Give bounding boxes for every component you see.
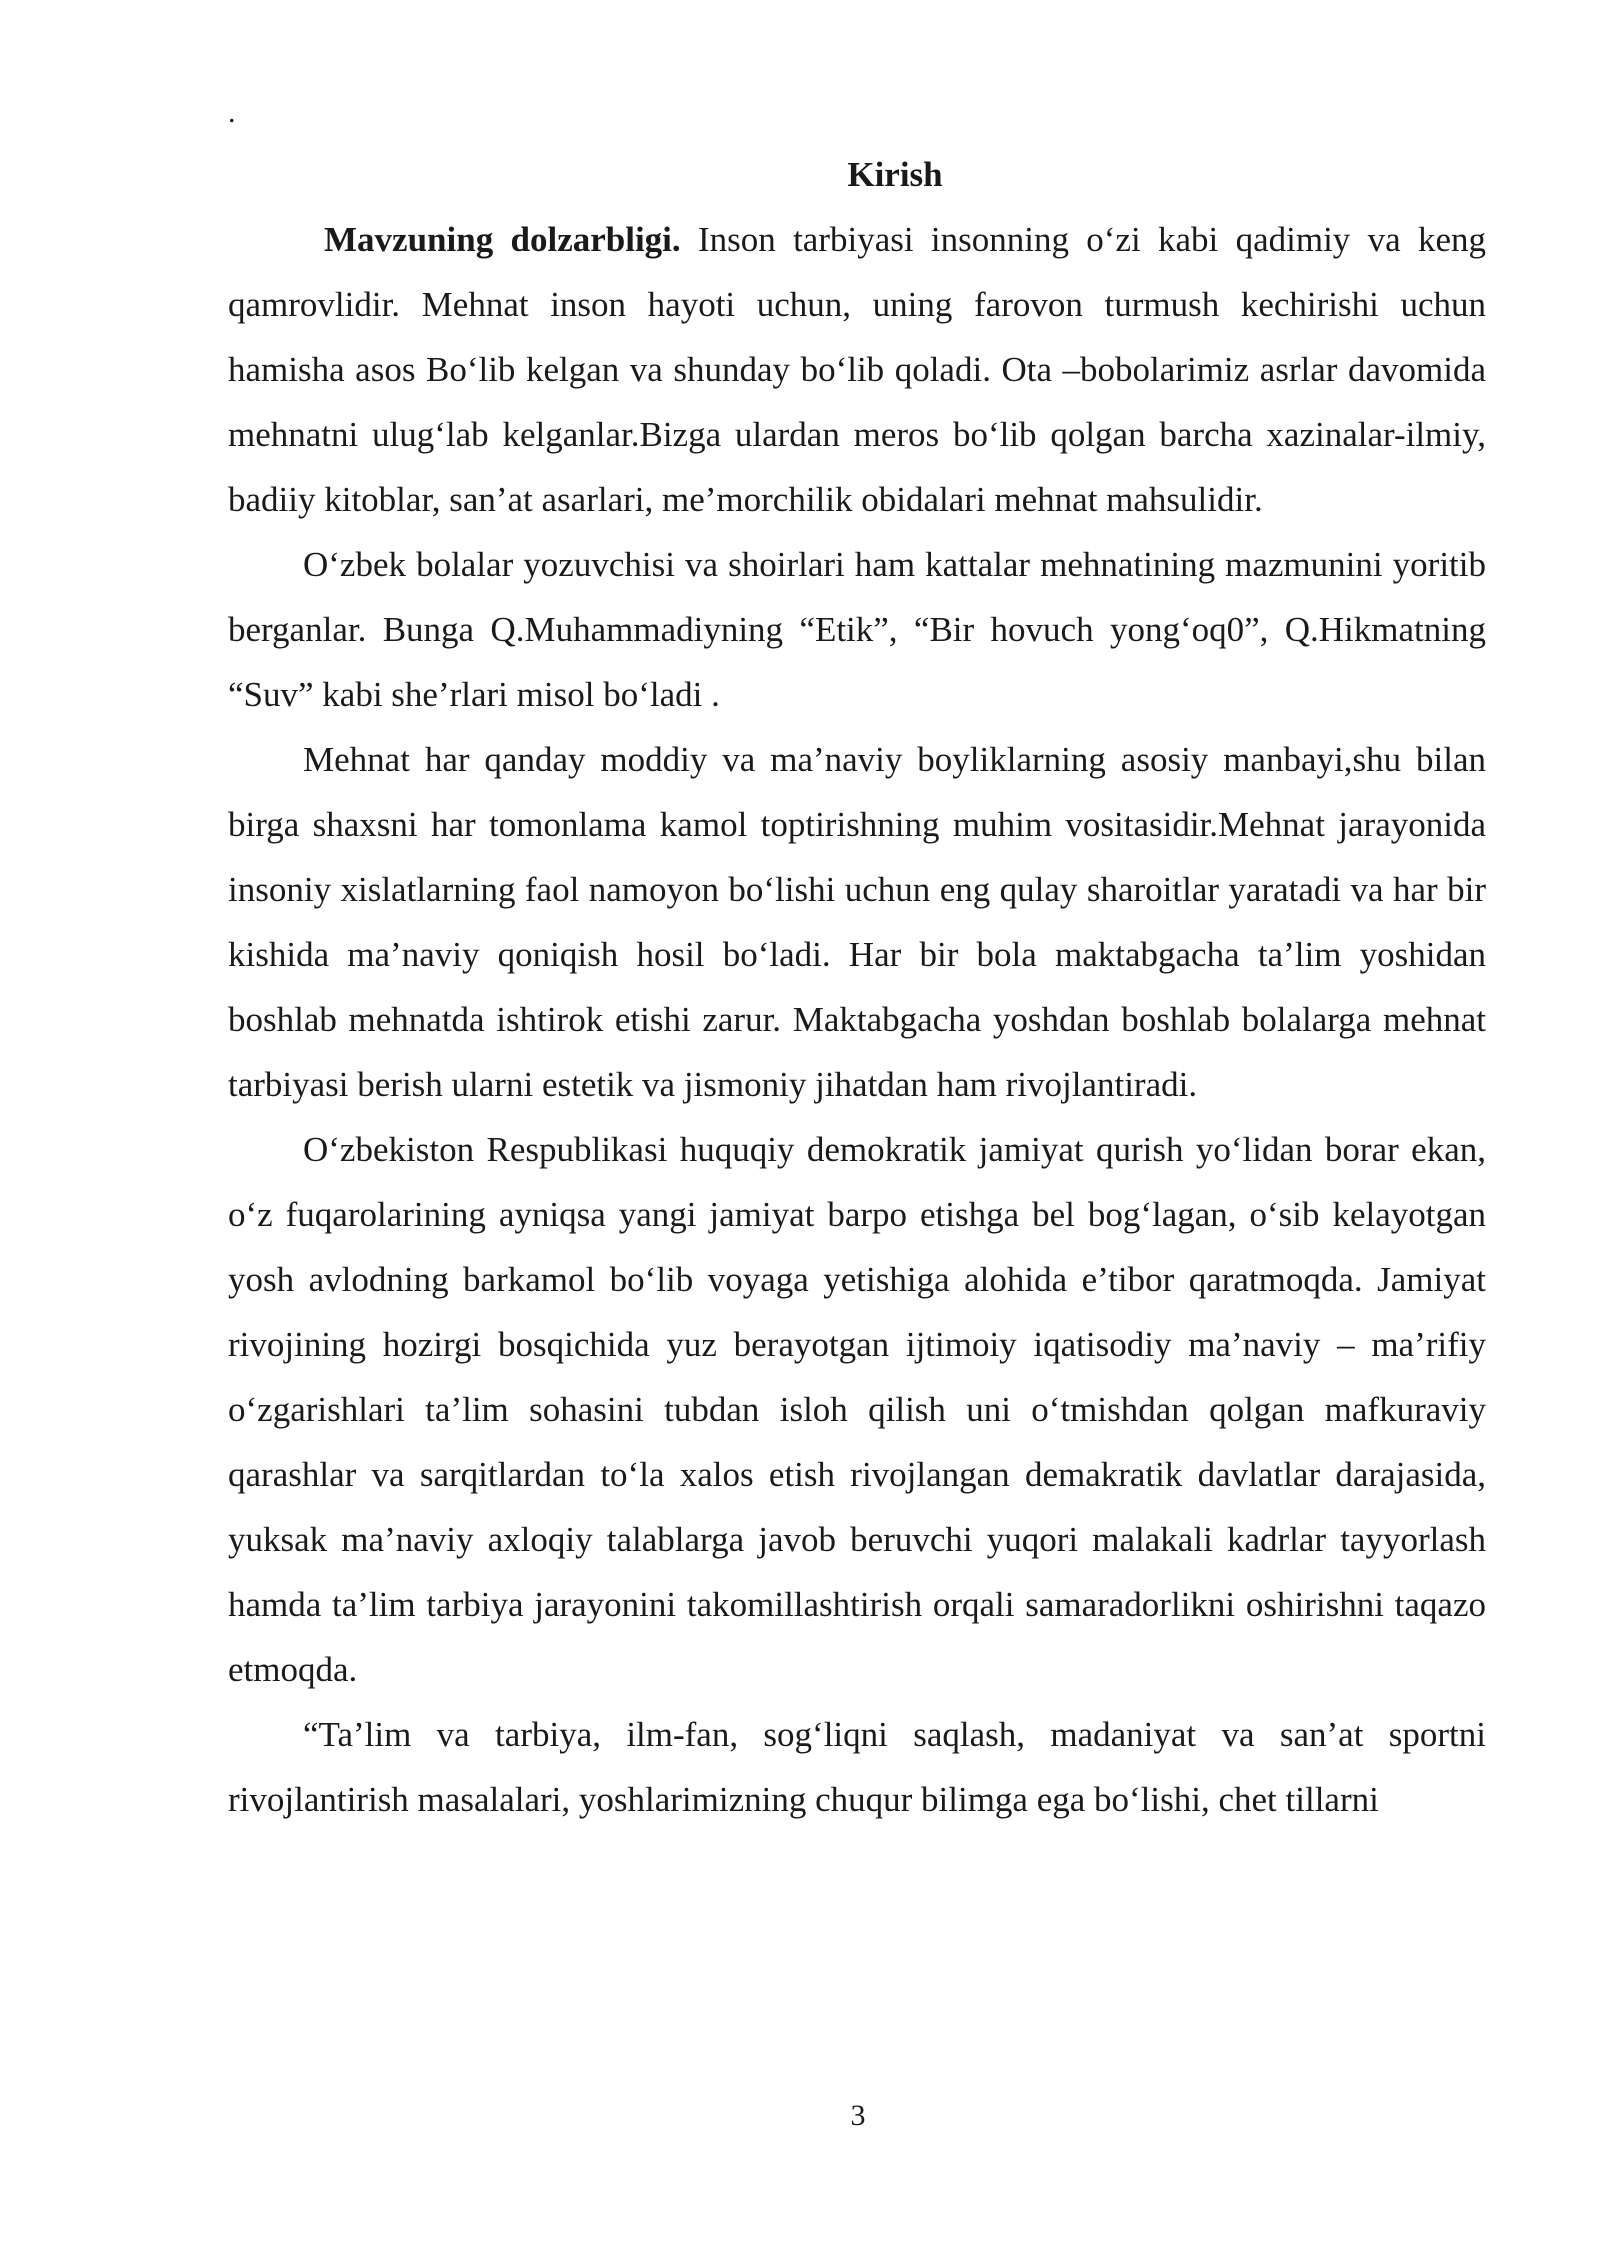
paragraph-4: O‘zbekiston Respublikasi huquqiy demokratik jamiyat qurish yo‘lidan borar ekan, o‘z fuqarolarining ayniqsa yangi jamiyat barpo etishga bel bog‘lagan, o‘sib kelayotgan yosh avlodning barkamol bo‘lib voyaga yetishiga alohida e’tibor qaratmoqda. Jamiyat rivojining hozirgi bosqichida yuz berayotgan ijtimoiy iqatisodiy ma’naviy – ma’rifiy o‘zgarishlari ta’lim sohasini tubdan isloh qilish uni o‘tmishdan qolgan mafkuraviy qarashlar va sarqitlardan to‘la xalos etish rivojlangan demakratik davlatlar darajasida, yuksak ma’naviy axloqiy talablarga javob beruvchi yuqori malakali kadrlar tayyorlash hamda ta’lim tarbiya jarayonini takomillashtirish orqali samaradorlikni oshirishni taqazo etmoqda.: [228, 1130, 1486, 1689]
document-body: [228, 207, 1486, 1832]
paragraph-3: Mehnat har qanday moddiy va ma’naviy boyliklarning asosiy manbayi,shu bilan birga shaxsni har tomonlama kamol toptirishning muhim vositasidir.Mehnat jarayonida insoniy xislatlarning faol namoyon bo‘lishi uchun eng qulay sharoitlar yaratadi va har bir kishida ma’naviy qoniqish hosil bo‘ladi. Har bir bola maktabgacha ta’lim yoshidan boshlab mehnatda ishtirok etishi zarur. Maktabgacha yoshdan boshlab bolalarga mehnat tarbiyasi berish ularni estetik va jismoniy jihatdan ham rivojlantiradi.: [228, 740, 1486, 1104]
page-title: Kirish: [847, 155, 943, 194]
lead-label: Mavzuning dolzarbligi.: [324, 220, 681, 259]
paragraph-1: [228, 207, 1486, 532]
paragraph-2: O‘zbek bolalar yozuvchisi va shoirlari ham kattalar mehnatining mazmunini yoritib berganlar. Bunga Q.Muhammadiyning “Etik”, “Bir hovuch yong‘oq0”, Q.Hikmatning “Suv” kabi she’rlari misol bo‘ladi .: [228, 545, 1486, 714]
page-number: 3: [850, 2099, 866, 2132]
top-mark: .: [228, 96, 236, 129]
paragraph-1-text: Inson tarbiyasi insonning o‘zi kabi qadimiy va keng qamrovlidir. Mehnat inson hayoti uchun, uning farovon turmush kechirishi uchun hamisha asos Bo‘lib kelgan va shunday bo‘lib qoladi. Ota –bobolarimiz asrlar davomida mehnatni ulug‘lab kelganlar.Bizga ulardan meros bo‘lib qolgan barcha xazinalar-ilmiy, badiiy kitoblar, san’at asarlari, me’morchilik obidalari mehnat mahsulidir.: [228, 220, 1486, 519]
paragraph-5: “Ta’lim va tarbiya, ilm-fan, sog‘liqni saqlash, madaniyat va san’at sportni rivojlantirish masalalari, yoshlarimizning chuqur bilimga ega bo‘lishi, chet tillarni: [228, 1715, 1486, 1819]
